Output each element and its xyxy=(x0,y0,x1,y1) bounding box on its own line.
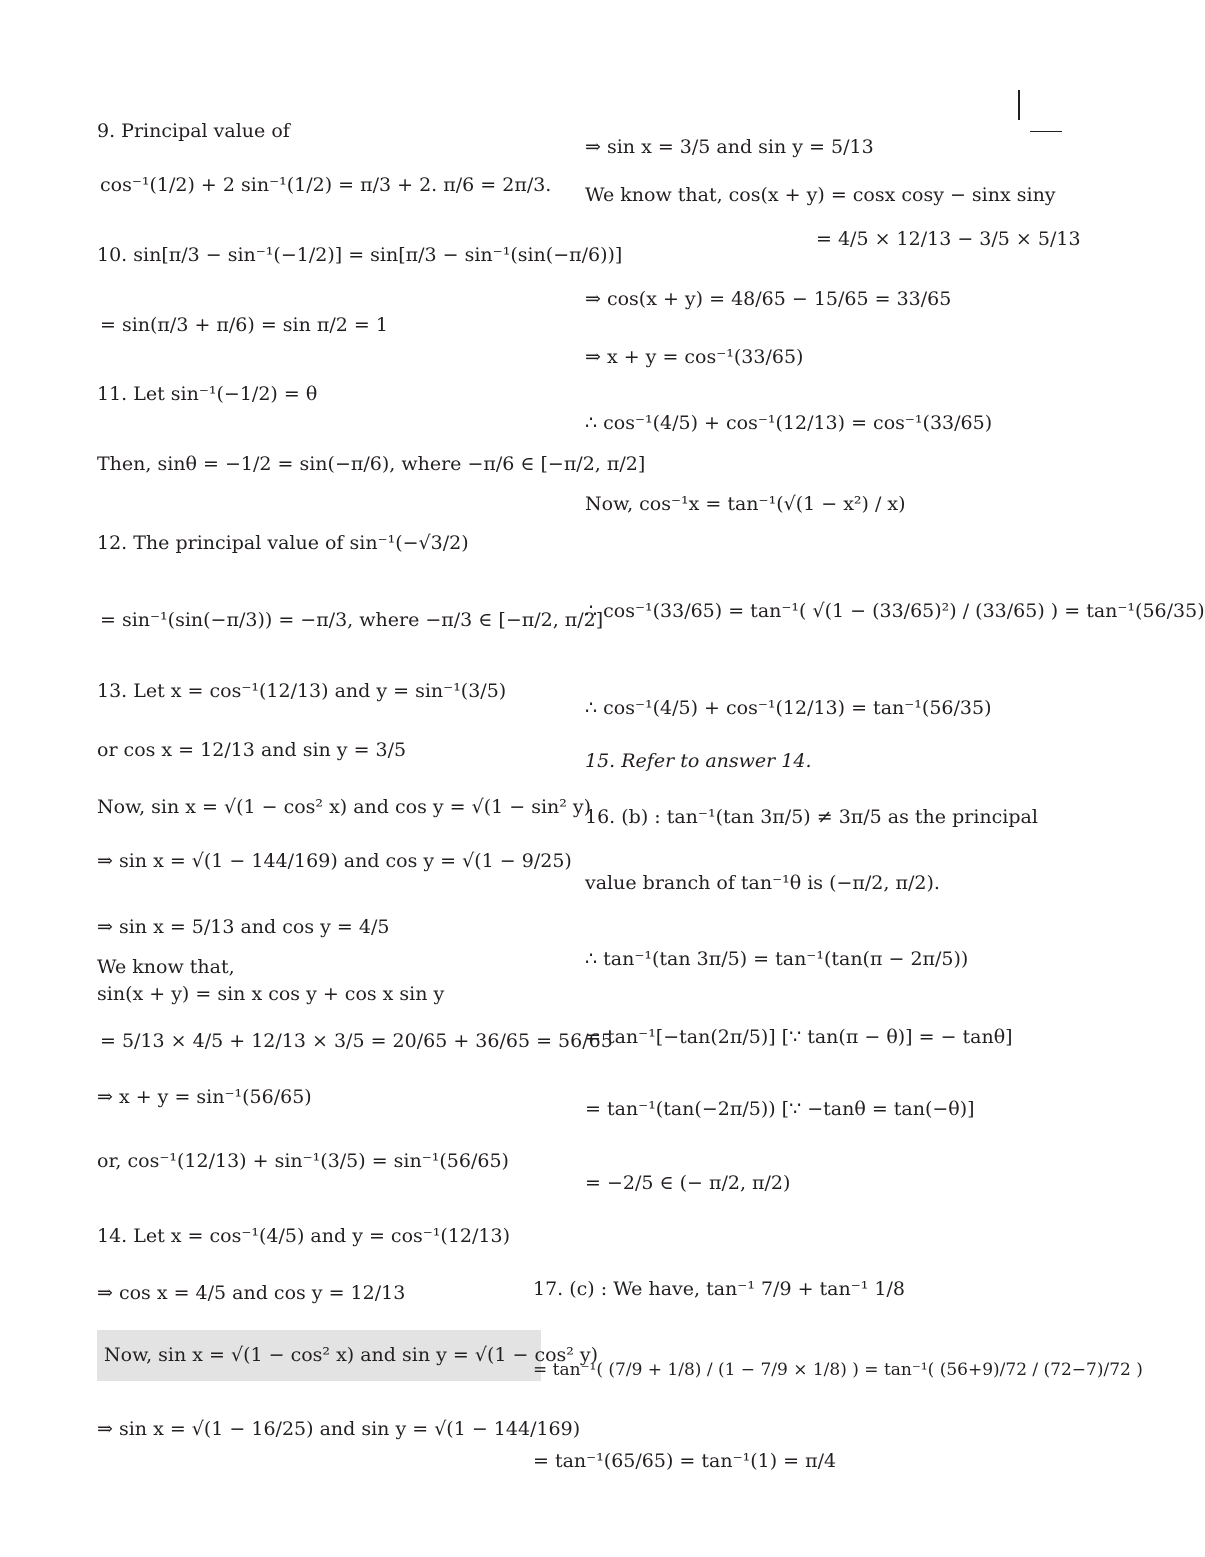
left-line-6: 12. The principal value of sin⁻¹(−√3/2) xyxy=(97,532,469,554)
left-line-3: = sin(π/3 + π/6) = sin π/2 = 1 xyxy=(100,314,388,336)
right-line-4: ⇒ x + y = cos⁻¹(33/65) xyxy=(585,346,804,368)
right-line-13: = tan⁻¹[−tan(2π/5)] [∵ tan(π − θ)] = − tanθ] xyxy=(585,1026,1013,1048)
left-line-1: cos⁻¹(1/2) + 2 sin⁻¹(1/2) = π/3 + 2. π/6 = 2π/3. xyxy=(100,174,552,196)
margin-rule-vertical xyxy=(1018,90,1020,120)
left-line-17: or, cos⁻¹(12/13) + sin⁻¹(3/5) = sin⁻¹(56/65) xyxy=(97,1150,509,1172)
left-line-13: We know that, xyxy=(97,956,235,978)
right-line-9: 15. Refer to answer 14. xyxy=(585,750,812,772)
left-line-14: sin(x + y) = sin x cos y + cos x sin y xyxy=(97,983,445,1005)
left-line-20-highlighted: Now, sin x = √(1 − cos² x) and sin y = √(1 − cos² y) xyxy=(97,1330,541,1381)
right-line-1: We know that, cos(x + y) = cosx cosy − sinx siny xyxy=(585,184,1056,206)
right-line-16: 17. (c) : We have, tan⁻¹ 7/9 + tan⁻¹ 1/8 xyxy=(533,1278,906,1300)
left-line-18: 14. Let x = cos⁻¹(4/5) and y = cos⁻¹(12/13) xyxy=(97,1225,510,1247)
right-line-5: ∴ cos⁻¹(4/5) + cos⁻¹(12/13) = cos⁻¹(33/65) xyxy=(585,412,993,434)
right-line-8: ∴ cos⁻¹(4/5) + cos⁻¹(12/13) = tan⁻¹(56/35) xyxy=(585,697,992,719)
left-line-7: = sin⁻¹(sin(−π/3)) = −π/3, where −π/3 ∈ [−π/2, π/2] xyxy=(100,609,604,631)
left-line-2: 10. sin[π/3 − sin⁻¹(−1/2)] = sin[π/3 − sin⁻¹(sin(−π/6))] xyxy=(97,244,623,266)
left-line-9: or cos x = 12/13 and sin y = 3/5 xyxy=(97,739,407,761)
right-line-11: value branch of tan⁻¹θ is (−π/2, π/2). xyxy=(585,872,940,894)
right-line-17: = tan⁻¹( (7/9 + 1/8) / (1 − 7/9 × 1/8) ) = tan⁻¹( (56+9)/72 / (72−7)/72 ) xyxy=(533,1360,1143,1380)
left-line-8: 13. Let x = cos⁻¹(12/13) and y = sin⁻¹(3/5) xyxy=(97,680,507,702)
left-line-16: ⇒ x + y = sin⁻¹(56/65) xyxy=(97,1086,312,1108)
right-line-10: 16. (b) : tan⁻¹(tan 3π/5) ≠ 3π/5 as the principal xyxy=(585,806,1038,828)
left-line-4: 11. Let sin⁻¹(−1/2) = θ xyxy=(97,383,318,405)
left-line-5: Then, sinθ = −1/2 = sin(−π/6), where −π/6 ∈ [−π/2, π/2] xyxy=(97,453,646,475)
margin-rule-horizontal xyxy=(1030,131,1062,132)
right-line-18: = tan⁻¹(65/65) = tan⁻¹(1) = π/4 xyxy=(533,1450,837,1472)
right-line-15: = −2/5 ∈ (− π/2, π/2) xyxy=(585,1172,791,1194)
right-line-12: ∴ tan⁻¹(tan 3π/5) = tan⁻¹(tan(π − 2π/5)) xyxy=(585,948,969,970)
left-line-0: 9. Principal value of xyxy=(97,120,290,142)
left-line-10: Now, sin x = √(1 − cos² x) and cos y = √(1 − sin² y) xyxy=(97,796,592,818)
left-line-15: = 5/13 × 4/5 + 12/13 × 3/5 = 20/65 + 36/65 = 56/65 xyxy=(100,1030,613,1052)
right-line-3: ⇒ cos(x + y) = 48/65 − 15/65 = 33/65 xyxy=(585,288,952,310)
right-line-6: Now, cos⁻¹x = tan⁻¹(√(1 − x²) / x) xyxy=(585,493,906,515)
right-line-0: ⇒ sin x = 3/5 and sin y = 5/13 xyxy=(585,136,874,158)
right-line-14: = tan⁻¹(tan(−2π/5)) [∵ −tanθ = tan(−θ)] xyxy=(585,1098,975,1120)
left-line-19: ⇒ cos x = 4/5 and cos y = 12/13 xyxy=(97,1282,406,1304)
right-line-2: = 4/5 × 12/13 − 3/5 × 5/13 xyxy=(816,228,1081,250)
left-line-11: ⇒ sin x = √(1 − 144/169) and cos y = √(1 − 9/25) xyxy=(97,850,572,872)
left-line-21: ⇒ sin x = √(1 − 16/25) and sin y = √(1 − 144/169) xyxy=(97,1418,581,1440)
right-line-7: ∴ cos⁻¹(33/65) = tan⁻¹( √(1 − (33/65)²) / (33/65) ) = tan⁻¹(56/35) xyxy=(585,600,1205,622)
left-line-12: ⇒ sin x = 5/13 and cos y = 4/5 xyxy=(97,916,390,938)
